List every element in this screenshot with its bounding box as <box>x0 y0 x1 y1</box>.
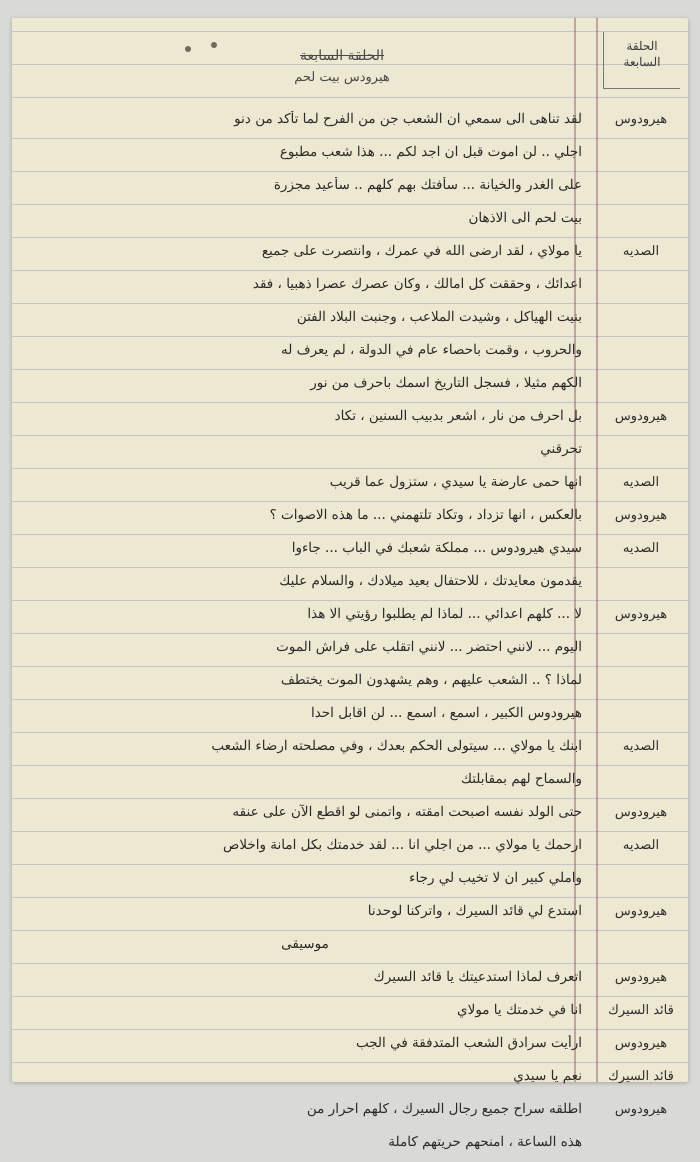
dialogue-text: بل احرف من نار ، اشعر بدبيب السنين ، تكاد <box>334 408 582 424</box>
dialogue-text: والسماح لهم بمقابلتك <box>460 771 582 787</box>
speaker-name: هيرودوس <box>614 1102 668 1117</box>
speaker-name: هيرودوس <box>614 970 668 985</box>
script-line <box>12 898 688 931</box>
script-line <box>12 1096 688 1129</box>
dialogue-text: يقدمون معايدتك ، للاحتفال بعيد ميلادك ، والسلام عليك <box>279 573 582 589</box>
dialogue-text: هذه الساعة ، امنحهم حريتهم كاملة <box>388 1134 582 1150</box>
dialogue-text: هيرودوس الكبير ، اسمع ، اسمع ... لن اقابل احدا <box>310 705 582 721</box>
title-crossed-out: الحلقة السابعة <box>300 48 384 64</box>
script-line <box>12 106 688 139</box>
dialogue-text: استدع لي قائد السيرك ، واتركنا لوحدنا <box>367 903 582 919</box>
title-subtitle: هيرودس بيت لحم <box>294 70 390 85</box>
speaker-name: هيرودوس <box>614 607 668 622</box>
manuscript-page <box>12 18 688 1150</box>
dialogue-text: موسيقى <box>281 936 329 952</box>
script-line <box>12 172 688 205</box>
script-line <box>12 997 688 1030</box>
script-line <box>12 667 688 700</box>
dialogue-text: سيدي هيرودوس ... مملكة شعبك في الباب ... جاءوا <box>291 540 582 556</box>
speaker-name: الصديه <box>622 739 660 754</box>
dialogue-text: اليوم ... لانني احتضر ... لانني اتقلب على فراش الموت <box>276 639 582 655</box>
script-line <box>12 964 688 997</box>
script-line <box>12 700 688 733</box>
dialogue-text: الكهم مثيلا ، فسجل التاريخ اسمك باحرف من نور <box>310 375 582 391</box>
dialogue-text: يا مولاي ، لقد ارضى الله في عمرك ، وانتصرت على جميع <box>261 243 582 259</box>
script-line <box>12 601 688 634</box>
script-line <box>12 502 688 535</box>
script-line <box>12 865 688 898</box>
script-line <box>12 1063 688 1096</box>
episode-heading-line1: الحلقة <box>626 39 658 53</box>
dialogue-text: بالعكس ، انها تزداد ، وتكاد تلتهمني ... ما هذه الاصوات ؟ <box>269 507 582 523</box>
script-line <box>12 469 688 502</box>
dialogue-text: لقد تناهى الى سمعي ان الشعب جن من الفرح لما تأكد من دنو <box>234 111 582 127</box>
speaker-name: الصديه <box>622 244 660 259</box>
script-line <box>12 271 688 304</box>
script-line <box>12 766 688 799</box>
page-title <box>212 48 472 85</box>
script-line <box>12 205 688 238</box>
dialogue-text: تحرقني <box>540 441 582 457</box>
dialogue-text: ابنك يا مولاي ... سيتولى الحكم بعدك ، وفي مصلحته ارضاء الشعب <box>211 738 582 754</box>
dialogue-text: واملي كبير ان لا تخيب لي رجاء <box>409 870 582 886</box>
script-line <box>12 403 688 436</box>
dialogue-text: انا في خدمتك يا مولاي <box>457 1002 582 1018</box>
dialogue-text: والحروب ، وقمت باحصاء عام في الدولة ، لم يعرف له <box>280 342 582 358</box>
speaker-name: هيرودوس <box>614 409 668 424</box>
script-line <box>12 832 688 865</box>
script-line <box>12 568 688 601</box>
script-line <box>12 139 688 172</box>
script-line <box>12 1129 688 1162</box>
dialogue-text: لماذا ؟ .. الشعب عليهم ، وهم يشهدون الموت يختطف <box>280 672 582 688</box>
dialogue-text: بيت لحم الى الاذهان <box>468 210 582 226</box>
script-line <box>12 436 688 469</box>
script-line <box>12 931 688 964</box>
script-line <box>12 304 688 337</box>
script-line <box>12 370 688 403</box>
dialogue-text: ارحمك يا مولاي ... من اجلي انا ... لقد خدمتك بكل امانة واخلاص <box>223 837 582 853</box>
dialogue-text: اتعرف لماذا استدعيتك يا قائد السيرك <box>373 969 582 985</box>
dialogue-text: اجلي .. لن اموت قبل ان اجد لكم ... هذا شعب مطبوع <box>279 144 582 160</box>
script-line <box>12 238 688 271</box>
script-line <box>12 535 688 568</box>
dialogue-text: اطلقه سراح جميع رجال السيرك ، كلهم احرار من <box>306 1101 582 1117</box>
dialogue-text: ارأيت سرادق الشعب المتدفقة في الجب <box>355 1035 582 1051</box>
dialogue-text: لا ... كلهم اعدائي ... لماذا لم يطلبوا رؤيتي الا هذا <box>307 606 582 622</box>
script-line <box>12 1030 688 1063</box>
dialogue-text: انها حمى عارضة يا سيدي ، ستزول عما قريب <box>329 474 582 490</box>
dialogue-text: على الغدر والخيانة ... سأفتك بهم كلهم .. سأعيد مجزرة <box>273 177 582 193</box>
speaker-name: هيرودوس <box>614 904 668 919</box>
dialogue-text: بنيت الهياكل ، وشيدت الملاعب ، وجنبت البلاد الفتن <box>296 309 582 325</box>
speaker-name: قائد السيرك <box>608 1003 674 1018</box>
speaker-name: هيرودوس <box>614 805 668 820</box>
speaker-name: هيرودوس <box>614 508 668 523</box>
speaker-name: هيرودوس <box>614 112 668 127</box>
dialogue-text: حتى الولد نفسه اصبحت امقته ، واتمنى لو اقطع الآن على عنقه <box>232 804 582 820</box>
episode-heading <box>603 32 680 89</box>
dialogue-text: اعدائك ، وحققت كل امالك ، وكان عصرك عصرا ذهبيا ، فقد <box>252 276 582 292</box>
speaker-name: الصديه <box>622 475 660 490</box>
script-line <box>12 733 688 766</box>
script-line <box>12 799 688 832</box>
speaker-name: الصديه <box>622 541 660 556</box>
episode-heading-line2: السابعة <box>623 55 661 69</box>
speaker-name: قائد السيرك <box>608 1069 674 1084</box>
dialogue-text: نعم يا سيدي <box>513 1068 582 1084</box>
script-line <box>12 634 688 667</box>
speaker-name: هيرودوس <box>614 1036 668 1051</box>
script-line <box>12 337 688 370</box>
speaker-name: الصديه <box>622 838 660 853</box>
